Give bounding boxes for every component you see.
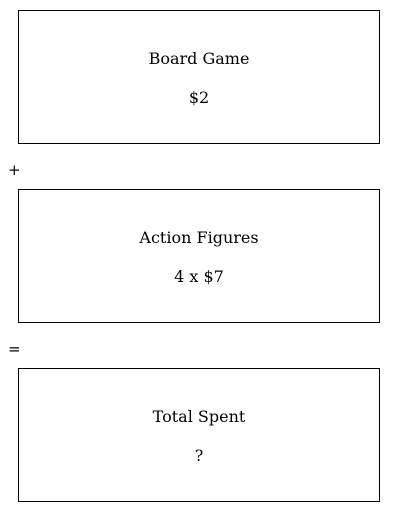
action-figures-price: 4 x $7 xyxy=(174,267,224,286)
action-figures-label: Action Figures xyxy=(139,228,259,247)
total-spent-box xyxy=(18,368,380,502)
board-game-price: $2 xyxy=(188,88,210,107)
total-spent-label: Total Spent xyxy=(152,407,246,426)
action-figures-box xyxy=(18,189,380,323)
total-spent-value: ? xyxy=(194,446,204,465)
board-game-label: Board Game xyxy=(148,49,250,68)
plus-operator: + xyxy=(8,161,21,179)
board-game-box xyxy=(18,10,380,144)
equals-operator: = xyxy=(8,340,21,358)
